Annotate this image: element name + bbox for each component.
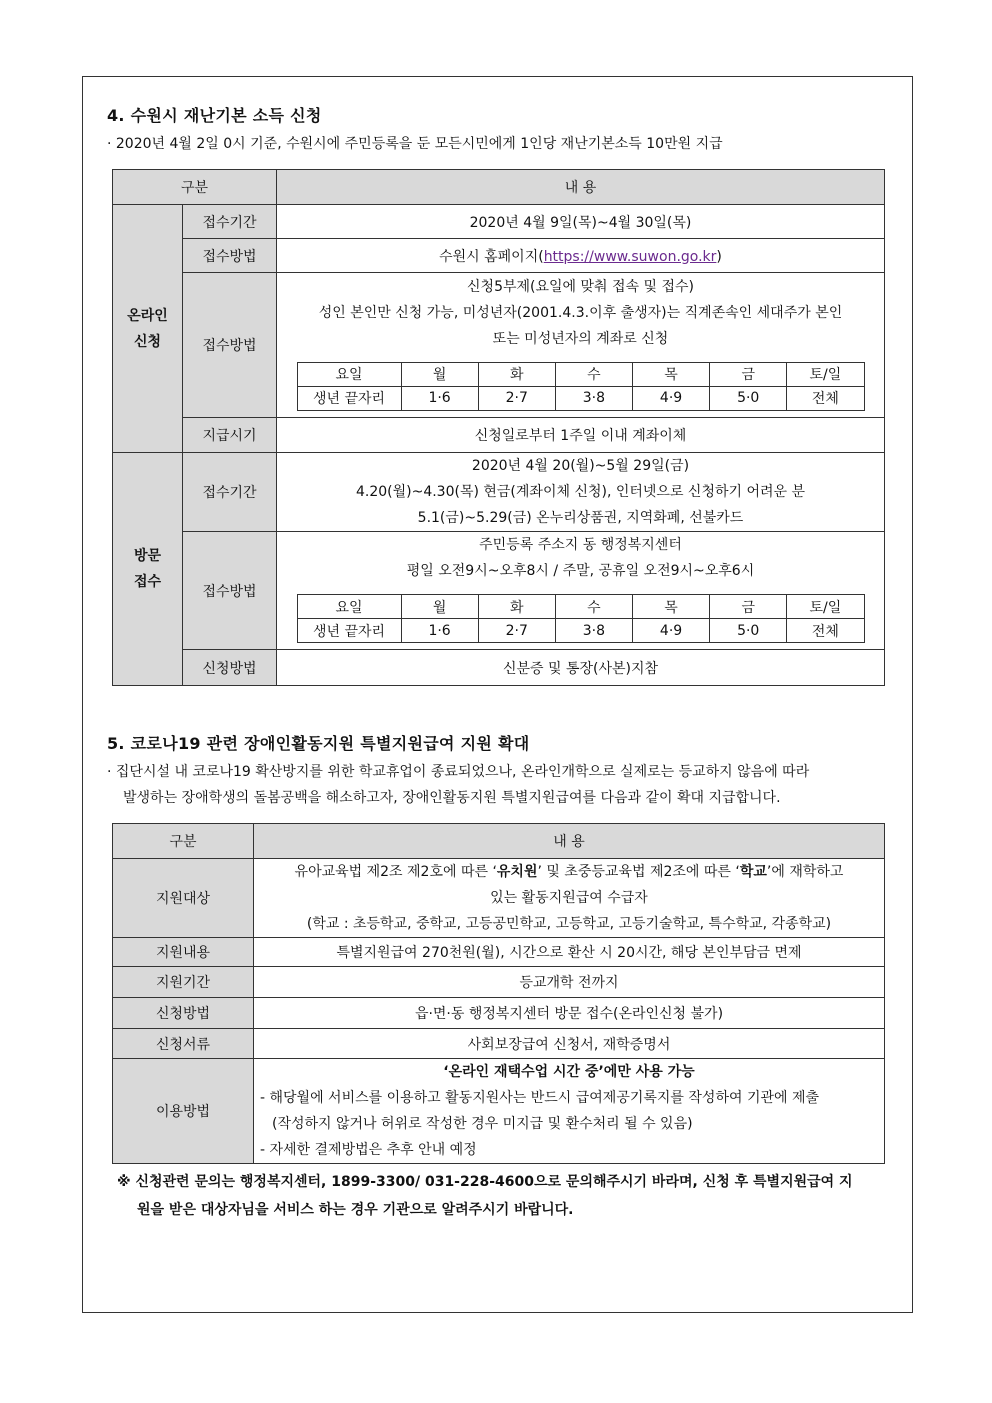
- section-5-bullet: · 집단시설 내 코로나19 확산방지를 위한 학교휴업이 종료되었으나, 온라인개학으로 실제로는 등교하지 않음에 따라 발생하는 장애학생의 돌봄공백을 해소하고자, 장애인활동지원 특별지원급여를 다음과 같이 확대 지급합니다.: [107, 764, 810, 806]
- schedule-cell: 1·6: [401, 619, 478, 643]
- online-method-label: 접수방법: [183, 239, 277, 273]
- section-4: [107, 103, 887, 126]
- schedule-header-cell: 토/일: [787, 595, 864, 619]
- schedule-header-cell: 목: [632, 362, 709, 386]
- schedule-header-cell: 요일: [297, 595, 401, 619]
- apply-method-label: 신청방법: [113, 998, 254, 1029]
- section-4-bullet: · 2020년 4월 2일 0시 기준, 수원시에 주민등록을 둔 모든시민에게 1인당 재난기본소득 10만원 지급: [107, 136, 723, 152]
- schedule-cell: 3·8: [555, 619, 632, 643]
- schedule-cell: 전체: [787, 619, 864, 643]
- support-content-label: 지원내용: [113, 938, 254, 967]
- online-apply-label: 온라인 신청: [113, 205, 183, 453]
- online-method2-line1: 신청5부제(요일에 맞춰 접속 및 접수): [467, 278, 694, 295]
- online-period-label: 접수기간: [183, 205, 277, 239]
- visit-period-label: 접수기간: [183, 453, 277, 532]
- section-4-table: [112, 169, 885, 686]
- support-period-value: 등교개학 전까지: [254, 967, 885, 998]
- schedule-header-cell: 토/일: [787, 362, 864, 386]
- schedule-header-cell: 월: [401, 595, 478, 619]
- online-schedule-table: [297, 362, 865, 411]
- contact-note-line2: 원을 받은 대상자님을 서비스 하는 경우 기관으로 알려주시기 바랍니다.: [137, 1202, 574, 1218]
- visit-apply-method-value: 신분증 및 통장(사본)지참: [277, 650, 885, 686]
- table-header-content: 내 용: [254, 824, 885, 859]
- apply-docs-value: 사회보장급여 신청서, 재학증명서: [254, 1029, 885, 1059]
- apply-method-value: 읍·면·동 행정복지센터 방문 접수(온라인신청 불가): [254, 998, 885, 1029]
- schedule-header-cell: 금: [710, 362, 787, 386]
- visit-schedule-table: [297, 594, 865, 643]
- schedule-cell: 5·0: [710, 619, 787, 643]
- schedule-cell: 생년 끝자리: [297, 386, 401, 410]
- schedule-cell: 3·8: [555, 386, 632, 410]
- contact-note: [117, 1168, 897, 1224]
- schedule-cell: 4·9: [632, 619, 709, 643]
- suwon-homepage-link[interactable]: https://www.suwon.go.kr: [543, 248, 717, 265]
- visit-period-line1: 2020년 4월 20(월)~5월 29일(금): [471, 458, 690, 474]
- contact-note-line1: ※ 신청관련 문의는 행정복지센터, 1899-3300/ 031-228-4600으로 문의해주시기 바라며, 신청 후 특별지원급여 지: [117, 1174, 853, 1190]
- schedule-cell: 1·6: [401, 386, 478, 410]
- table-header-category: 구분: [113, 824, 254, 859]
- table-header-content: 내 용: [277, 170, 885, 205]
- online-method2-label: 접수방법: [183, 273, 277, 418]
- schedule-cell: 생년 끝자리: [297, 619, 401, 643]
- visit-period-cell: [277, 453, 885, 532]
- online-method2-line2: 성인 본인만 신청 가능, 미성년자(2001.4.3.이후 출생자)는 직계존속인 세대주가 본인: [318, 304, 843, 321]
- online-period-value: 2020년 4월 9일(목)~4월 30일(목): [277, 205, 885, 239]
- online-pay-value: 신청일로부터 1주일 이내 계좌이체: [277, 418, 885, 453]
- schedule-cell: 2·7: [478, 386, 555, 410]
- usage-line1: ‘온라인 재택수업 시간 중’에만 사용 가능: [443, 1064, 695, 1080]
- visit-method-line1: 주민등록 주소지 동 행정복지센터: [479, 537, 682, 553]
- support-target-value: 유아교육법 제2조 제2호에 따른 ‘유치원’ 및 초중등교육법 제2조에 따른 ‘학교’에 재학하고 있는 활동지원급여 수급자 (학교 : 초등학교, 중학교, 고등공민학교, 고등학교, 고등기술학교, 특수학교, 각종학교): [254, 859, 885, 938]
- section-4-title: 4. 수원시 재난기본 소득 신청: [107, 106, 322, 125]
- support-target-label: 지원대상: [113, 859, 254, 938]
- schedule-header-cell: 화: [478, 362, 555, 386]
- schedule-header-cell: 수: [555, 362, 632, 386]
- schedule-cell: 4·9: [632, 386, 709, 410]
- schedule-cell: 5·0: [710, 386, 787, 410]
- section-4-table-wrap: [112, 169, 885, 686]
- usage-line3: (작성하지 않거나 허위로 작성한 경우 미지급 및 환수처리 될 수 있음): [272, 1116, 693, 1132]
- schedule-header-cell: 월: [401, 362, 478, 386]
- visit-period-line3: 5.1(금)~5.29(금) 온누리상품권, 지역화폐, 선불카드: [417, 510, 744, 526]
- usage-label: 이용방법: [113, 1059, 254, 1164]
- schedule-header-cell: 목: [632, 595, 709, 619]
- visit-method-cell: [277, 532, 885, 650]
- schedule-header-cell: 금: [710, 595, 787, 619]
- section-5-table: [112, 823, 885, 1164]
- online-pay-label: 지급시기: [183, 418, 277, 453]
- visit-apply-method-label: 신청방법: [183, 650, 277, 686]
- apply-docs-label: 신청서류: [113, 1029, 254, 1059]
- schedule-cell: 2·7: [478, 619, 555, 643]
- usage-value: [254, 1059, 885, 1164]
- usage-line2: - 해당월에 서비스를 이용하고 활동지원사는 반드시 급여제공기록지를 작성하여 기관에 제출: [260, 1090, 820, 1106]
- support-content-value: 특별지원급여 270천원(월), 시간으로 환산 시 20시간, 해당 본인부담금 면제: [254, 938, 885, 967]
- online-method2-line3: 또는 미성년자의 계좌로 신청: [492, 330, 669, 347]
- schedule-cell: 전체: [787, 386, 864, 410]
- online-method-value: 수원시 홈페이지(https://www.suwon.go.kr): [277, 239, 885, 273]
- section-5-table-wrap: [112, 823, 885, 1164]
- support-period-label: 지원기간: [113, 967, 254, 998]
- online-method2-cell: [277, 273, 885, 418]
- schedule-header-cell: 수: [555, 595, 632, 619]
- table-header-category: 구분: [113, 170, 277, 205]
- schedule-header-cell: 요일: [297, 362, 401, 386]
- section-5: [107, 731, 887, 754]
- visit-method-line2: 평일 오전9시~오후8시 / 주말, 공휴일 오전9시~오후6시: [406, 563, 755, 579]
- section-5-bullet-block: [107, 759, 897, 811]
- section-5-title: 5. 코로나19 관련 장애인활동지원 특별지원급여 지원 확대: [107, 734, 530, 753]
- visit-period-line2: 4.20(월)~4.30(목) 현금(계좌이체 신청), 인터넷으로 신청하기 어려운 분: [355, 484, 806, 500]
- visit-method-label: 접수방법: [183, 532, 277, 650]
- section-4-bullet-block: [107, 131, 887, 157]
- schedule-header-cell: 화: [478, 595, 555, 619]
- visit-apply-label: 방문 접수: [113, 453, 183, 686]
- usage-line4: - 자세한 결제방법은 추후 안내 예정: [260, 1142, 477, 1158]
